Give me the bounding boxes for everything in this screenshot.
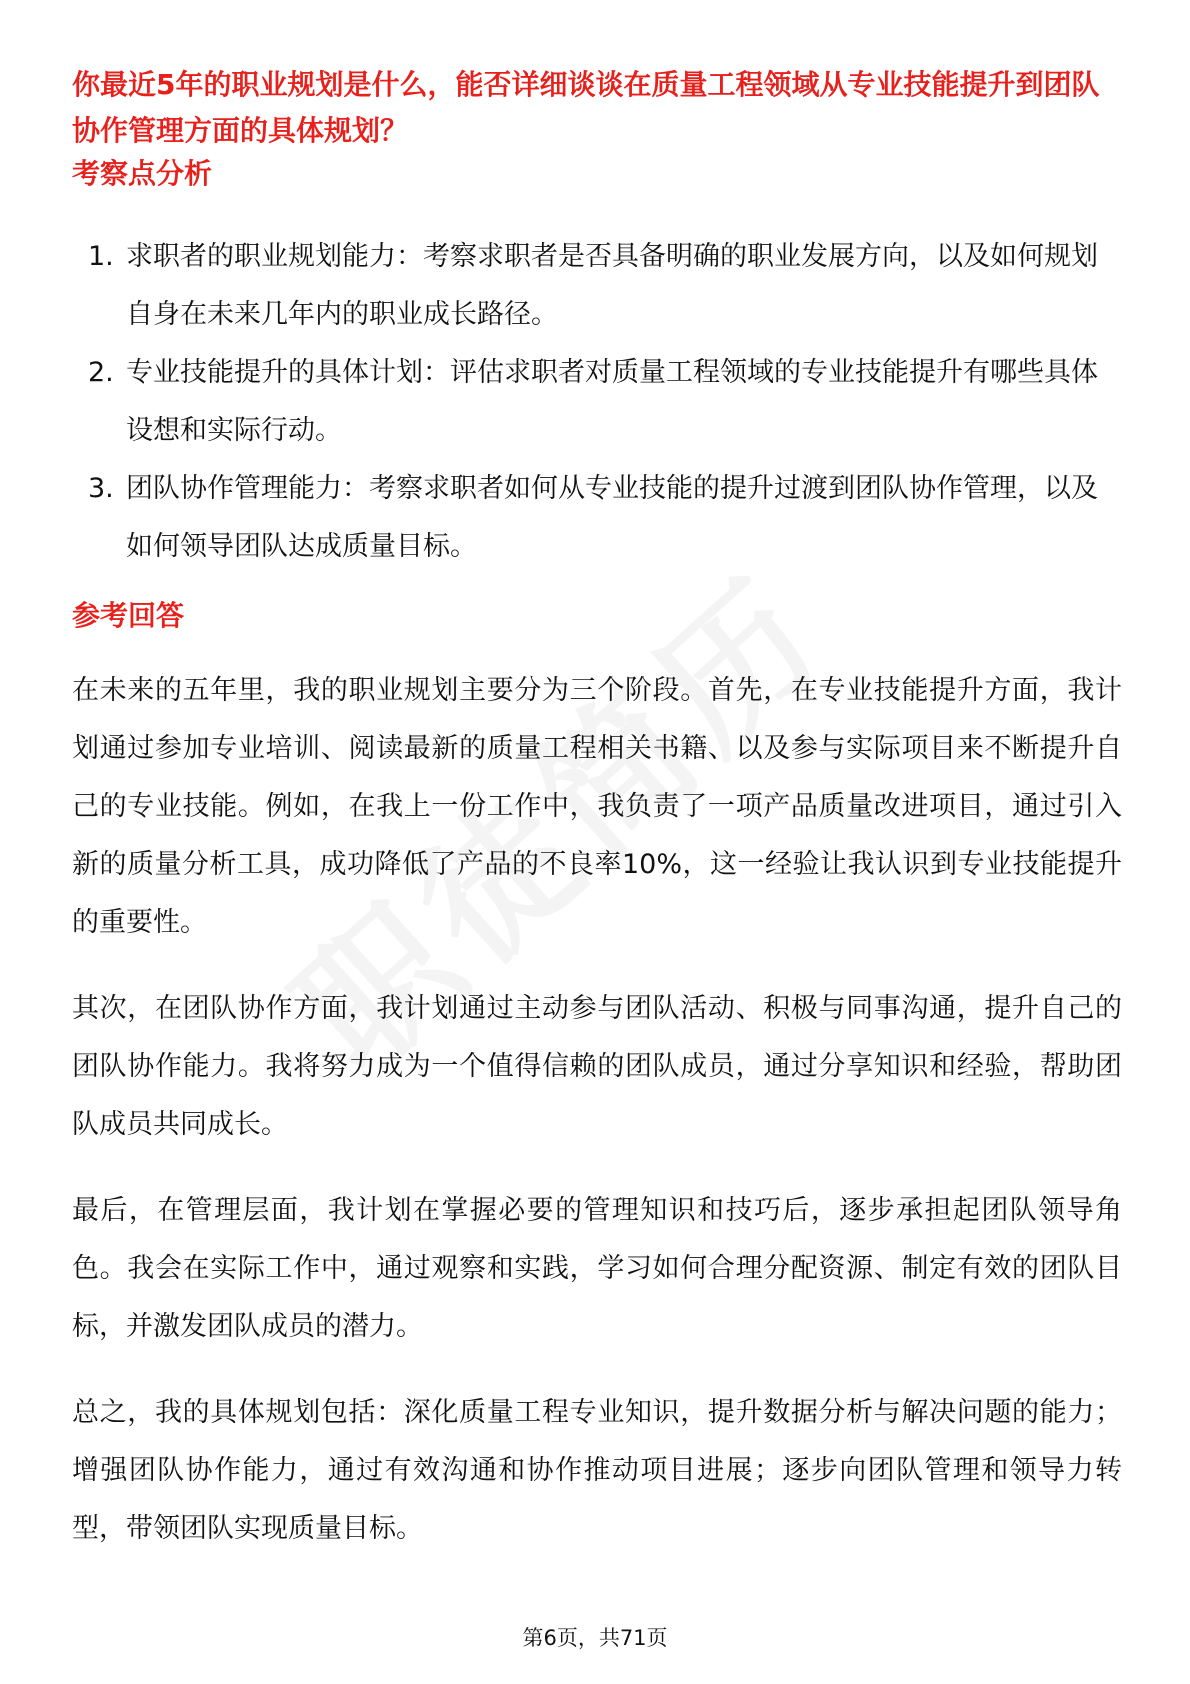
answer-paragraph: 总之，我的具体规划包括：深化质量工程专业知识，提升数据分析与解决问题的能力；增强团队协作能力，通过有效沟通和协作推动项目进展；逐步向团队管理和领导力转型，带领团队实现质量目标。 xyxy=(72,1397,1122,1544)
analysis-point xyxy=(72,460,1122,576)
point-number: 2. xyxy=(88,357,114,388)
point-text: 求职者的职业规划能力：考察求职者是否具备明确的职业发展方向，以及如何规划自身在未来几年内的职业成长路径。 xyxy=(126,241,1098,330)
page-footer: 第6页，共71页 xyxy=(522,1626,668,1650)
analysis-points-list xyxy=(72,228,1122,576)
answer-paragraph: 其次，在团队协作方面，我计划通过主动参与团队活动、积极与同事沟通，提升自己的团队协作能力。我将努力成为一个值得信赖的团队成员，通过分享知识和经验，帮助团队成员共同成长。 xyxy=(72,993,1122,1140)
analysis-point xyxy=(72,344,1122,460)
answer-heading: 参考回答 xyxy=(72,599,185,632)
answer-paragraph: 在未来的五年里，我的职业规划主要分为三个阶段。首先，在专业技能提升方面，我计划通过参加专业培训、阅读最新的质量工程相关书籍、以及参与实际项目来不断提升自己的专业技能。例如，在我上一份工作中，我负责了一项产品质量改进项目，通过引入新的质量分析工具，成功降低了产品的不良率10%，这一经验让我认识到专业技能提升的重要性。 xyxy=(72,675,1122,938)
point-number: 3. xyxy=(88,473,114,504)
point-number: 1. xyxy=(88,241,114,272)
answer-paragraph: 最后，在管理层面，我计划在掌握必要的管理知识和技巧后，逐步承担起团队领导角色。我会在实际工作中，通过观察和实践，学习如何合理分配资源、制定有效的团队目标，并激发团队成员的潜力。 xyxy=(72,1195,1122,1342)
question-title: 你最近5年的职业规划是什么，能否详细谈谈在质量工程领域从专业技能提升到团队协作管理方面的具体规划？ xyxy=(72,68,1100,147)
point-text: 专业技能提升的具体计划：评估求职者对质量工程领域的专业技能提升有哪些具体设想和实际行动。 xyxy=(126,357,1098,446)
point-text: 团队协作管理能力：考察求职者如何从专业技能的提升过渡到团队协作管理，以及如何领导团队达成质量目标。 xyxy=(126,473,1098,562)
analysis-point xyxy=(72,228,1122,344)
analysis-heading: 考察点分析 xyxy=(72,157,213,190)
